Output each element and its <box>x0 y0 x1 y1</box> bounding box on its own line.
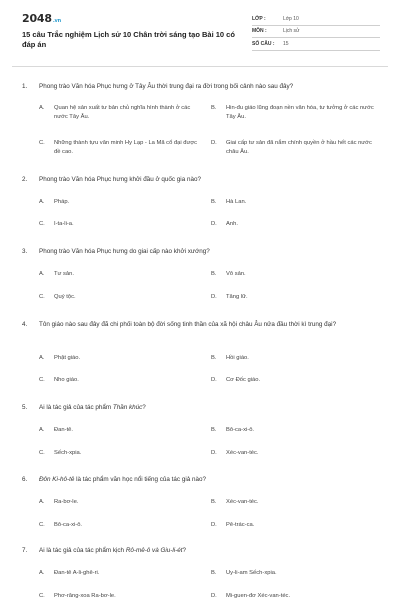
option-letter: B. <box>211 499 217 505</box>
answer-option-d[interactable] <box>211 449 379 458</box>
answer-option-b[interactable] <box>211 354 379 363</box>
question-stem <box>22 82 378 92</box>
option-text: Phơ-răng-xoa Ra-bơ-le. <box>54 593 116 599</box>
option-text: Tăng lữ. <box>226 294 248 300</box>
answer-option-a[interactable] <box>39 104 199 121</box>
question-text <box>39 403 378 413</box>
header-divider <box>12 66 388 67</box>
meta-row-grade <box>252 13 380 26</box>
option-text: Những thành tựu văn minh Hy Lạp - La Mã cổ đại được đề cao. <box>54 140 198 155</box>
question-text <box>39 475 378 485</box>
option-text: Mi-guen-đơ Xéc-van-téc. <box>226 593 291 599</box>
option-letter: A. <box>39 427 45 433</box>
answer-option-b[interactable] <box>211 498 379 507</box>
option-letter: D. <box>211 221 217 227</box>
option-text: Quý tộc. <box>54 294 76 300</box>
answer-option-b[interactable] <box>211 104 379 121</box>
question-text: Phong trào Văn hóa Phục hưng do giai cấp nào khởi xướng? <box>39 248 210 255</box>
option-text: Bô-ca-xi-ô. <box>54 522 83 528</box>
option-text: Xéc-van-téc. <box>226 499 259 505</box>
answer-option-d[interactable] <box>211 592 379 600</box>
option-letter: A. <box>39 105 45 111</box>
option-text: Tư sản. <box>54 271 74 277</box>
option-text: Hà Lan. <box>226 199 247 205</box>
option-letter: D. <box>211 294 217 300</box>
option-letter: A. <box>39 271 45 277</box>
question-text <box>39 546 378 556</box>
option-letter: C. <box>39 221 45 227</box>
option-text: I-ta-li-a. <box>54 221 74 227</box>
logo-main-text: 2048 <box>22 12 52 25</box>
answer-option-b[interactable] <box>211 569 379 578</box>
meta-label: MÔN : <box>252 28 267 35</box>
question-text: Tôn giáo nào sau đây đã chi phối toàn bộ đời sống tinh thần của xã hội châu Âu nửa đầu thời kì trung đại? <box>39 321 337 328</box>
work-title: Đôn Ki-hô-tê <box>39 476 75 483</box>
option-text: Đan-tê A-li-ghê-ri. <box>54 570 100 576</box>
option-text: Cơ Đốc giáo. <box>226 377 261 383</box>
meta-value: 15 <box>283 40 289 47</box>
answer-option-d[interactable] <box>211 521 379 530</box>
answer-option-b[interactable] <box>211 426 379 435</box>
question-number: 5. <box>22 404 28 411</box>
answer-option-c[interactable] <box>39 592 199 600</box>
option-text: Uy-li-am Sếch-xpia. <box>226 570 277 576</box>
option-letter: B. <box>211 105 217 111</box>
option-text: Pê-trác-ca. <box>226 522 255 528</box>
option-text: Hin-đu giáo lũng đoạn nền văn hóa, tư tưởng ở các nước Tây Âu. <box>226 105 374 120</box>
option-letter: C. <box>39 450 45 456</box>
option-letter: B. <box>211 570 217 576</box>
question-text-prefix: Ai là tác giả của tác phẩm <box>39 404 113 411</box>
answer-option-c[interactable] <box>39 376 199 385</box>
option-letter: D. <box>211 377 217 383</box>
answer-option-c[interactable] <box>39 449 199 458</box>
answer-option-d[interactable] <box>211 293 379 302</box>
question-stem <box>22 175 378 185</box>
question-text: Phong trào Văn hóa Phục hưng khởi đầu ở quốc gia nào? <box>39 176 201 183</box>
option-text: Sếch-xpia. <box>54 450 82 456</box>
option-text: Bô-ca-xi-ô. <box>226 427 255 433</box>
logo-domain-text: .vn <box>52 18 61 24</box>
option-letter: A. <box>39 570 45 576</box>
question-stem <box>22 546 378 556</box>
option-letter: B. <box>211 427 217 433</box>
question-text: Phong trào Văn hóa Phục hưng ở Tây Âu thời trung đại ra đời trong bối cảnh nào sau đây? <box>39 83 294 90</box>
option-letter: C. <box>39 522 45 528</box>
option-text: Xéc-van-téc. <box>226 450 259 456</box>
question-stem <box>22 247 378 257</box>
question-number: 2. <box>22 176 28 183</box>
answer-option-a[interactable] <box>39 426 199 435</box>
meta-info-table <box>252 13 380 51</box>
work-title: Rô-mê-ô và Giu-li-ét <box>125 547 183 554</box>
answer-option-c[interactable] <box>39 139 199 156</box>
meta-label: LỚP : <box>252 15 266 22</box>
work-title: Thần khúc <box>112 404 143 411</box>
meta-label: SỐ CÂU : <box>252 40 275 47</box>
option-text: Giai cấp tư sản đã nắm chính quyền ở hầu hết các nước châu Âu. <box>226 140 372 155</box>
option-text: Phật giáo. <box>54 355 81 361</box>
answer-option-a[interactable] <box>39 270 199 279</box>
option-text: Vô sản. <box>226 271 246 277</box>
question-number: 7. <box>22 547 28 554</box>
answer-option-d[interactable] <box>211 220 379 229</box>
document-title: 15 câu Trắc nghiệm Lịch sử 10 Chân trời sáng tạo Bài 10 có đáp án <box>22 30 235 49</box>
question-text-suffix: ? <box>142 404 146 411</box>
question-number: 6. <box>22 476 28 483</box>
answer-option-c[interactable] <box>39 293 199 302</box>
option-letter: D. <box>211 522 217 528</box>
option-letter: D. <box>211 450 217 456</box>
option-letter: C. <box>39 140 45 146</box>
answer-option-b[interactable] <box>211 270 379 279</box>
question-stem <box>22 403 378 413</box>
question-text-prefix: Ai là tác giả của tác phẩm kịch <box>39 547 126 554</box>
meta-row-subject <box>252 26 380 39</box>
answer-option-a[interactable] <box>39 498 199 507</box>
question-stem <box>22 475 378 485</box>
answer-option-c[interactable] <box>39 521 199 530</box>
meta-row-count <box>252 38 380 51</box>
option-text: Hồi giáo. <box>226 355 249 361</box>
option-letter: B. <box>211 199 217 205</box>
option-letter: A. <box>39 499 45 505</box>
question-stem <box>22 320 378 330</box>
question-text-suffix: là tác phẩm văn học nổi tiếng của tác giả nào? <box>74 476 206 483</box>
option-text: Nho giáo. <box>54 377 79 383</box>
answer-option-d[interactable] <box>211 376 379 385</box>
answer-option-a[interactable] <box>39 198 199 207</box>
document-header <box>0 0 400 62</box>
option-letter: D. <box>211 593 217 599</box>
option-letter: C. <box>39 377 45 383</box>
option-letter: D. <box>211 140 217 146</box>
option-letter: C. <box>39 593 45 599</box>
option-letter: C. <box>39 294 45 300</box>
question-text-suffix: ? <box>182 547 187 554</box>
answer-option-a[interactable] <box>39 569 199 578</box>
answer-option-b[interactable] <box>211 198 379 207</box>
option-text: Đan-tê. <box>54 427 74 433</box>
question-number: 3. <box>22 248 28 255</box>
option-letter: B. <box>211 271 217 277</box>
question-number: 4. <box>22 321 28 328</box>
option-letter: A. <box>39 199 45 205</box>
option-text: Anh. <box>226 221 238 227</box>
answer-option-d[interactable] <box>211 139 379 156</box>
meta-value: Lớp 10 <box>283 15 299 22</box>
question-number: 1. <box>22 83 28 90</box>
meta-value: Lịch sử <box>283 28 300 35</box>
answer-option-a[interactable] <box>39 354 199 363</box>
option-letter: A. <box>39 355 45 361</box>
option-letter: B. <box>211 355 217 361</box>
site-logo[interactable] <box>22 12 61 25</box>
answer-option-c[interactable] <box>39 220 199 229</box>
option-text: Quan hệ sản xuất tư bản chủ nghĩa hình thành ở các nước Tây Âu. <box>54 105 191 120</box>
option-text: Ra-bơ-le. <box>54 499 79 505</box>
option-text: Pháp. <box>54 199 70 205</box>
